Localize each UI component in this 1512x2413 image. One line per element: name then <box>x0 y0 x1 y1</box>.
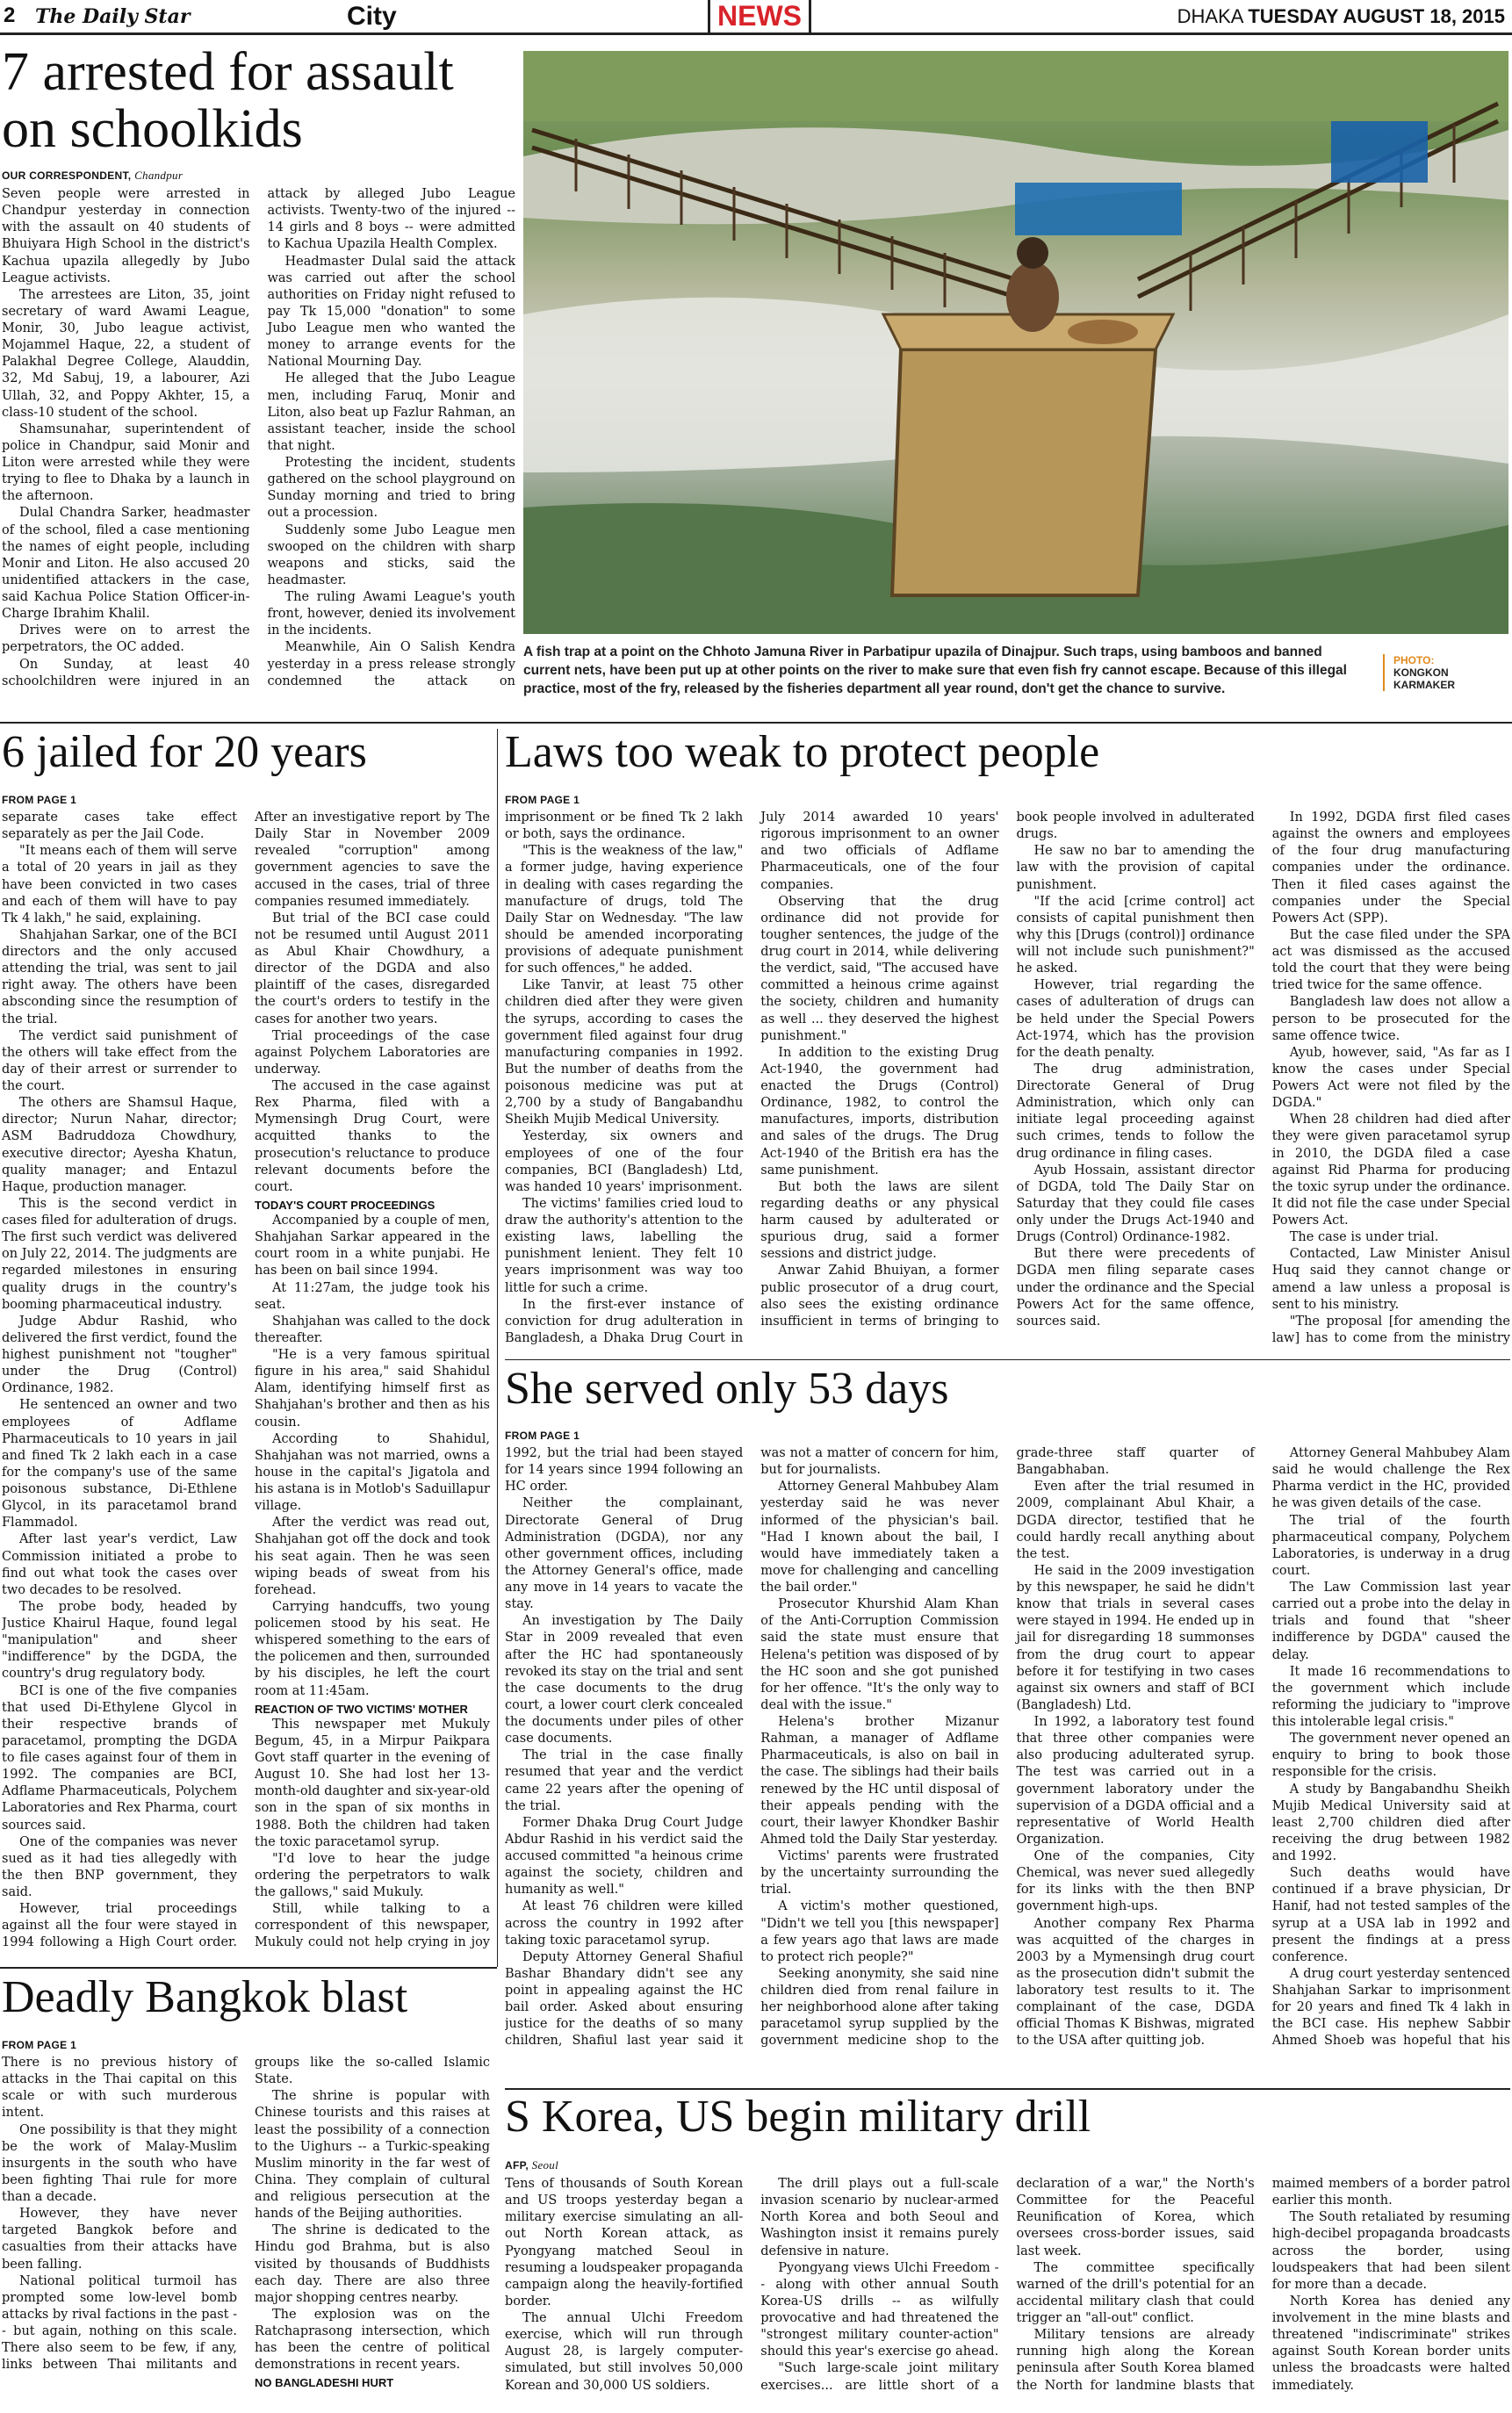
date-label: TUESDAY AUGUST 18, 2015 <box>1248 5 1505 27</box>
paragraph: "I'd love to hear the judge ordering the perpetrators to walk the gallows," said Mukuly. <box>255 1851 490 1900</box>
paragraph: At 11:27am, the judge took his seat. <box>255 1280 490 1312</box>
masthead <box>0 0 1512 35</box>
laws-headline: Laws too weak to protect people <box>505 729 1100 777</box>
paragraph: It made 16 recommendations to the government which include reforming the judiciary to "improve this intolerable legal crisis." <box>1271 1664 1510 1729</box>
photo-credit-name: KONGKON KARMAKER <box>1393 666 1455 691</box>
paragraph: imprisonment or be fined Tk 2 lakh or both, says the ordinance. <box>505 810 744 842</box>
paragraph: But both the laws are silent regarding deaths or any physical harm caused by adulterated or spurious drug, said a former sessions and district judge. <box>760 1179 999 1262</box>
paragraph: He sentenced an owner and two employees of Adflame Pharmaceuticals to 10 years in jail and fined Tk 2 lakh each in a case for the company's use of the same poisonous substance, Di-Ethlene Glycol, in its paracetamol brand Flammadol. <box>2 1398 237 1531</box>
paragraph: In 1992, DGDA first filed cases against the owners and employees of the four drug manufacturing companies under the ordinance. Then it filed cases against the companies under the Special Powers Act (SPP). <box>1271 810 1510 926</box>
paragraph: The ruling Awami League's youth front, however, denied its involvement in the incidents. <box>267 590 515 638</box>
assault-headline-block <box>2 44 515 158</box>
fish-trap-photo <box>523 51 1508 634</box>
paragraph: Observing that the drug ordinance did not provide for tougher sentences, the judge of the drug court in 2014, while delivering the verdict, said, "The accused have committed a heinous crime against the society, children and humanity as well ... they deserved the highest punishment." <box>760 894 999 1043</box>
paragraph: Seeking anonymity, she said nine children died from renal failure in her neighborhood alone after taking paracetamol syrup supplied by the government medicine shop to the grade-three staff quarter of Bangabhaban. <box>760 1446 1255 2049</box>
laws-article <box>505 794 1510 1356</box>
paragraph: The arrestees are Liton, 35, joint secretary of ward Awami League, Monir, 30, Jubo league activist, Mojammel Haque, 22, a student of Palakhal Degree College, Alauddin, 32, Md Sabuj, 19, a labourer, Azi Ullah, 32, and Poppy Akhter, 15, a class-10 student of the school. <box>2 287 250 420</box>
paragraph: Still, while talking to a correspondent of this newspaper, Mukuly could not help crying in joy <box>255 1902 490 1950</box>
fish-trap-illustration <box>523 51 1508 634</box>
paragraph: Carrying handcuffs, two young policemen stood by his seat. He whispered something to the ears of the policemen and then, surrounded by his disciples, he left the court room at 11:45am. <box>255 1599 490 1698</box>
laws-body <box>505 810 1510 1350</box>
paragraph: Bangladesh law does not allow a person to be prosecuted for the same offence twice. <box>1271 995 1510 1043</box>
paragraph: The trial in the case finally resumed that year and the verdict came 22 years after the opening of the trial. <box>505 1748 744 1813</box>
served-body <box>505 1445 1510 2078</box>
paragraph: North Korea has denied any involvement in the mine blasts and threatened "indiscriminate" strikes against South Korean border units unless the broadcasts were halted immediately. <box>1271 2294 1510 2393</box>
paragraph: Ayub, however, said, "As far as I know the cases under Special Powers Act were not filed by the DGDA." <box>1271 1045 1510 1111</box>
bangkok-headline: Deadly Bangkok blast <box>2 1974 408 2022</box>
paragraph: The others are Shamsul Haque, director; Nurun Nahar, director; ASM Badruddoza Chowdhury, executive director; Ayesha Khatun, quality manager; and Entazul Haque, production manager. <box>2 1096 237 1194</box>
paragraph: Protesting the incident, students gathered on the school playground on Sunday morning and tried to bring out a procession. <box>267 456 515 521</box>
korea-byline: AFP, Seoul <box>505 2158 559 2172</box>
subheading: TODAY'S COURT PROCEEDINGS <box>255 1198 436 1212</box>
paragraph: One possibility is that they might be the work of Malay-Muslim insurgents in the south who have been fighting Thai rule for more than a decade. <box>2 2122 237 2204</box>
paragraph: Another company Rex Pharma was acquitted of the charges in 2003 by a Mymensingh drug court as the prosecution didn't submit the laboratory test results to it. The complainant of the case, DGDA official Thomas K Bishwas, migrated to the USA after quitting job. <box>1016 1916 1255 2049</box>
paragraph: Judge Abdur Rashid, who delivered the first verdict, found the highest punishment not "tougher" under the Drug (Control) Ordinance, 1982. <box>2 1314 237 1396</box>
paragraph: Headmaster Dulal said the attack was carried out after the school authorities on Friday night refused to pay Tk 15,000 "donation" to some Jubo League men who wanted the money to arrange events for the National Mourning Day. <box>267 254 515 370</box>
paragraph: This is the second verdict in cases filed for adulteration of drugs. The first such verdict was delivered on July 22, 2014. The judgments are regarded milestones in ensuring quality drugs in the country's booming pharmaceutical industry. <box>2 1196 237 1312</box>
paragraph: The Law Commission last year carried out a probe into the delay in trials and found that "sheer indifference by DGDA" caused the delay. <box>1271 1581 1510 1662</box>
paragraph: Shahjahan was called to the dock thereafter. <box>255 1314 490 1345</box>
paragraph: After last year's verdict, Law Commission initiated a probe to find out what took the cases over two decades to be resolved. <box>2 1532 237 1597</box>
paragraph: But there were precedents of DGDA men filing separate cases under the ordinance and the Special Powers Act for the same offence, sources said. <box>1016 1247 1255 1329</box>
paragraph: "He is a very famous spiritual figure in his area," said Shahidul Alam, identifying himself first as Shahjahan's brother and then as his cousin. <box>255 1348 490 1430</box>
jailed-from-label: FROM PAGE 1 <box>2 794 77 806</box>
paragraph: separate cases take effect separately as per the Jail Code. <box>2 810 237 842</box>
paragraph: Accompanied by a couple of men, Shahjahan Sarkar appeared in the court room in a white punjabi. He has been on bail since 1994. <box>255 1214 490 1279</box>
paragraph: According to Shahidul, Shahjahan was not married, owns a house in the capital's Jigatola and his astana is in Motlob's Saduillapur village. <box>255 1431 490 1514</box>
paragraph: He said in the 2009 investigation by this newspaper, he said he didn't know that trials in several cases were stayed in 1994. He ended up in jail for disregarding 18 summonses from the drug court to appear before it for testifying in two cases against six owners and staff of BCI (Bangladesh) Ltd. <box>1016 1563 1255 1712</box>
paragraph: Ayub Hossain, assistant director of DGDA, told The Daily Star on Saturday that they could file cases only under the Drugs Act-1940 and Drugs (Control) Ordinance-1982. <box>1016 1163 1255 1245</box>
paragraph: The verdict said punishment of the others will take effect from the day of their arrest or surrender to the court. <box>2 1028 237 1093</box>
paragraph: After the verdict was read out, Shahjahan got off the dock and took his seat again. Then he was seen wiping beads of sweat from his forehead. <box>255 1516 490 1597</box>
korea-headline: S Korea, US begin military drill <box>505 2093 1091 2142</box>
served-headline: She served only 53 days <box>505 1365 949 1414</box>
paragraph: The South retaliated by resuming high-decibel propaganda broadcasts across the border, using loudspeakers that had been silent for more than a decade. <box>1271 2210 1510 2292</box>
divider <box>497 729 498 1967</box>
assault-body <box>2 186 515 700</box>
paragraph: On Sunday, at least 40 schoolchildren were injured in an attack by alleged Jubo League activists. Twenty-two of the injured -- 14 girls and 8 boys -- were admitted to Kachua Upazila Health Complex. <box>2 187 515 688</box>
paragraph: Prosecutor Khurshid Alam Khan of the Anti-Corruption Commission said the state must ensure that Helena's petition was disposed of by the HC soon and she got punished for her offence. "It's the only way to deal with the issue." <box>760 1597 999 1712</box>
assault-headline: 7 arrested for assault on schoolkids <box>2 44 454 158</box>
bangkok-headline-block <box>2 1974 490 2035</box>
paragraph: Former Dhaka Drug Court Judge Abdur Rashid in his verdict said the accused committed "a heinous crime against the society, children and humanity as well." <box>505 1815 744 1898</box>
page-number: 2 <box>4 4 16 27</box>
paragraph: Suddenly some Jubo League men swooped on the children with sharp weapons and sticks, said the headmaster. <box>267 522 515 587</box>
photo-credit-label: PHOTO: <box>1393 654 1435 666</box>
paragraph: Attorney General Mahbubey Alam said he would challenge the Rex Pharma verdict in the HC, provided he was given details of the case. <box>1271 1446 1510 1511</box>
paragraph: However, they have never targeted Bangkok before and casualties from their attacks have been falling. <box>2 2207 237 2272</box>
paragraph: But the case filed under the SPA act was dismissed as the accused told the court that they were being tried twice for the same offence. <box>1271 927 1510 993</box>
divider <box>0 1967 497 1969</box>
photo-credit <box>1383 654 1506 691</box>
paragraph: Meanwhile, Ain O Salish Kendra yesterday in a press release strongly condemned the attack on <box>267 640 515 688</box>
paragraph: Such deaths would have continued if a brave physician, Dr Hanif, had not tested samples of the syrup at a USA lab in 1992 and present the findings at a press conference. <box>1271 1866 1510 1964</box>
served-article <box>505 1430 1510 2084</box>
paragraph: BCI is one of the five companies that used Di-Ethylene Glycol in their respective brands of paracetamol, prompting the DGDA to file cases against four of them in 1992. The companies are BCI, Adflame Pharmaceuticals, Polychem Laboratories and Rex Pharma, court sources said. <box>2 1683 238 1833</box>
paragraph: Even after the trial resumed in 2009, complainant Abul Khair, a DGDA director, testified that he could hardly recall anything about the test. <box>1016 1480 1255 1561</box>
paragraph: However, trial proceedings against all the four were stayed in 1994 following a High Court order. After an investigative report by The Daily Star in November 2009 revealed "corruption" among government agencies to save the accused in the cases, trial of three companies resumed immediately. <box>2 810 490 1950</box>
paragraph: Dulal Chandra Sarker, headmaster of the school, filed a case mentioning the names of eight people, including Monir and Liton. He also accused 20 unidentified attackers in the case, said Kachua Police Station Officer-in-Charge Ibrahim Khalil. <box>2 506 250 622</box>
paragraph: The case is under trial. <box>1289 1230 1439 1245</box>
paragraph: One of the companies, City Chemical, was never sued allegedly for its links with the then BNP government high-ups. <box>1016 1849 1255 1914</box>
paragraph: In addition to the existing Drug Act-1940, the government had enacted the Drugs (Control) Ordinance, 1982, to control the manufactures, imports, distribution and sales of the drugs. The Drug Act-1940 of the British era has the same punishment. <box>760 1045 999 1178</box>
paragraph: The drill plays out a full-scale invasion scenario by nuclear-armed North Korea and both Seoul and Washington insist it remains purely defensive in nature. <box>760 2177 999 2258</box>
paragraph: Victims' parents were frustrated by the uncertainty surrounding the trial. <box>760 1849 999 1898</box>
paragraph: Yesterday, six owners and employees of one of the four companies, BCI (Bangladesh) Ltd, was handed 10 years' imprisonment. <box>505 1129 744 1194</box>
page-date <box>1177 5 1505 28</box>
paragraph: A victim's mother questioned, "Didn't we tell you [this newspaper] a few years ago that laws are made to protect rich people?" <box>760 1899 999 1964</box>
paragraph: Helena's brother Mizanur Rahman, a manager of Adflame Pharmaceuticals, is also on bail in the case. The siblings had their bails renewed by the HC until disposal of their appeals pending with the court, their lawyer Khondker Bashir Ahmed told the Daily Star yesterday. <box>760 1715 999 1847</box>
section-label: City <box>347 2 397 31</box>
paragraph: This newspaper met Mukuly Begum, 45, in a Mirpur Paikpara Govt staff quarter in the evening of August 10. She had lost her 13-month-old daughter and six-year-old son in the span of six months in 1988. Both the children had taken the toxic paracetamol syrup. <box>255 1717 490 1849</box>
paragraph: Tens of thousands of South Korean and US troops yesterday began a military exercise simulating an all-out North Korean attack, as Pyongyang matched Seoul in resuming a loudspeaker propaganda campaign along the heavily-fortified border. <box>505 2177 744 2309</box>
laws-from-label: FROM PAGE 1 <box>505 794 580 806</box>
bangkok-body <box>2 2055 490 2406</box>
paragraph: In the first-ever instance of conviction for drug adulteration in Bangladesh, a Dhaka Drug Court in July 2014 awarded 10 years' rigorous imprisonment to an owner and two officials of Adflame Pharmaceuticals, one of the four companies. <box>505 810 999 1345</box>
paragraph: He saw no bar to amending the law with the provision of capital punishment. <box>1016 844 1255 892</box>
bangkok-from-label: FROM PAGE 1 <box>2 2039 77 2051</box>
paragraph: Seven people were arrested in Chandpur yesterday in connection with the assault on 40 students of Bhuiyara High School in the district's Kachua upazila allegedly by Jubo League activists. <box>2 187 250 285</box>
paper-name: The Daily Star <box>35 5 191 28</box>
paragraph: The probe body, headed by Justice Khairul Haque, found legal "manipulation" and sheer "indifference" by the DGDA, the country's drug regulatory body. <box>2 1599 237 1682</box>
paragraph: The annual Ulchi Freedom exercise, which will run through August 28, is largely computer-simulated, but still involves 50,000 Korean and 30,000 US soldiers. <box>505 2311 744 2393</box>
paragraph: The shrine is dedicated to the Hindu god Brahma, but is also visited by thousands of Buddhists each day. There are also three major shopping centres nearby. <box>255 2223 490 2305</box>
paragraph: Drives were on to arrest the perpetrators, the OC added. <box>2 623 250 655</box>
paragraph: "If the acid [crime control] act consists of capital punishment then why this [Drugs (control)] ordinance will not include such punishment?" he asked. <box>1016 894 1255 976</box>
paragraph: An investigation by The Daily Star in 2009 revealed that even after the HC had spontaneously revoked its stay on the trial and sent the case documents to the drug court, a lower court clerk concealed the documents under piles of other case documents. <box>505 1614 744 1747</box>
divider <box>505 1359 1510 1360</box>
assault-byline: OUR CORRESPONDENT, Chandpur <box>2 169 184 182</box>
paragraph: "Such large-scale joint military exercises... are little short of a declaration of a war," the North's Committee for the Peaceful Reunification of Korea, which oversees cross-border issues, said last week. <box>760 2177 1255 2393</box>
photo-caption: A fish trap at a point on the Chhoto Jamuna River in Parbatipur upazila of Dinajpur. Such traps, using bamboos and banned current nets, have been put up at other points on the river to make sure that even fish fry cannot escape. Because of this illegal practice, most of the fry, released by the fisheries department all year round, don't get the chance to survive. <box>523 645 1347 696</box>
paragraph: Anwar Zahid Bhuiyan, a former public prosecutor of a drug court, also sees the existing ordinance insufficient in terms of bringing to book people involved in adulterated drugs. <box>760 810 1255 1329</box>
paragraph: He alleged that the Jubo League men, including Faruq, Monir and Liton, also beat up Fazlur Rahman, an assistant teacher, inside the school that night. <box>267 371 515 453</box>
category-label: NEWS <box>708 0 811 32</box>
jailed-headline-block <box>2 729 490 790</box>
paragraph: When 28 children had died after they were given paracetamol syrup in 2010, the DGDA filed a case against Rid Pharma for producing the toxic syrup under the ordinance. It did not file the case under Special Powers Act. <box>1271 1113 1510 1228</box>
paragraph: Shamsunahar, superintendent of police in Chandpur, said Monir and Liton were arrested while they were trying to flee to Dhaka by a launch in the afternoon. <box>2 421 250 504</box>
paragraph: 1992, but the trial had been stayed for 14 years since 1994 following an HC order. <box>505 1446 744 1495</box>
paragraph: In 1992, a laboratory test found that three other companies were also producing adulterated syrup. The test was carried out in a government laboratory under the supervision of a DGDA official and a representative of World Health Organization. <box>1016 1715 1255 1847</box>
paragraph: The committee specifically warned of the drill's potential for an accidental military clash that could trigger an "all-out" conflict. <box>1016 2260 1255 2325</box>
jailed-headline: 6 jailed for 20 years <box>2 729 367 777</box>
paragraph: One of the companies was never sued as it had ties allegedly with the then BNP government, they said. <box>2 1834 237 1899</box>
korea-body <box>505 2176 1510 2408</box>
paragraph: Neither the complainant, Directorate General of Drug Administration (DGDA), nor any other government offices, including the Attorney General's office, made any move in 14 years to vacate the stay. <box>505 1496 744 1612</box>
paragraph: The victims' families cried loud to draw the authority's attention to the existing laws, labelling the punishment lenient. They felt 10 years imprisonment was way too little for such a crime. <box>505 1196 744 1295</box>
city-label: DHAKA <box>1177 5 1243 27</box>
paragraph: Pyongyang views Ulchi Freedom -- along with other annual South Korea-US drills -- as wilfully provocative and had threatened the "strongest military counter-action" should this year's exercise go ahead. <box>760 2260 999 2359</box>
jailed-article <box>2 794 490 1962</box>
paragraph: But trial of the BCI case could not be resumed until August 2011 as Abul Khair Chowdhury, a director of the DGDA and also plaintiff of the cases, disregarded the court's orders to testify in the cases for another two years. <box>255 911 490 1026</box>
laws-headline-block <box>505 729 1510 790</box>
paragraph: Attorney General Mahbubey Alam yesterday said he was never informed of the physician's bail. "Had I known about the bail, I would have immediately taken a move for challenging and cancelling the bail order." <box>760 1480 999 1595</box>
bangkok-article <box>2 2039 490 2411</box>
paragraph: The drug administration, Directorate General of Drug Administration, which only can initiate legal proceeding against such crimes, tends to follow the drug ordinance in filing cases. <box>1016 1062 1255 1161</box>
paragraph: Deputy Attorney General Shafiul Bashar Bhandary didn't see any point in appealing against the HC bail order. Asked about ensuring justice for the deaths of so many children, Shafiul last year said it was not a matter of concern for him, but for journalists. <box>505 1446 999 2049</box>
paragraph: The shrine is popular with Chinese tourists and this raises at least the possibility of a connection to the Uighurs -- a Turkic-speaking Muslim minority in the far west of China. They complain of cultural and religious persecution at the hands of the Beijing authorities. <box>255 2089 490 2222</box>
subheading: NO BANGLADESHI HURT <box>255 2376 394 2390</box>
subheading: REACTION OF TWO VICTIMS' MOTHER <box>255 1702 468 1716</box>
served-headline-block <box>505 1365 1510 1427</box>
paragraph: Like Tanvir, at least 75 other children died after they were given the syrups, according to cases the government filed against four drug manufacturing companies in 1992. But the number of deaths from the poisonous medicine was put at 2,700 by a study of Bangabandhu Sheikh Mujib Medical University. <box>505 978 744 1127</box>
korea-article <box>505 2158 1510 2411</box>
paragraph: The government never opened an enquiry to bring to book those responsible for the crisis. <box>1271 1732 1510 1780</box>
divider <box>0 722 1512 724</box>
paragraph: Contacted, Law Minister Anisul Huq said they cannot change or amend a law unless a proposal is sent to his ministry. <box>1271 1247 1510 1312</box>
paragraph: "The proposal [for amending the law] has to come from the ministry <box>1271 1314 1510 1345</box>
jailed-body <box>2 810 490 1956</box>
assault-article <box>2 169 515 704</box>
paragraph: Shahjahan Sarkar, one of the BCI directors and the only accused attending the trial, was sent to jail right away. The others have been absconding since the resumption of the trial. <box>2 927 237 1026</box>
paragraph: A study by Bangabandhu Sheikh Mujib Medical University said at least 2,700 children died after receiving the drug between 1982 and 1992. <box>1271 1782 1510 1863</box>
paragraph: National political turmoil has prompted some low-level bomb attacks by rival factions in the past -- but again, nothing on this scale. There also seem to be few, if any, links between Thai militants and groups like the so-called Islamic State. <box>2 2056 490 2373</box>
divider <box>505 2088 1510 2090</box>
paragraph: There is no previous history of attacks in the Thai capital on this scale or with such murderous intent. <box>2 2056 237 2121</box>
paragraph: A drug court yesterday sentenced Shahjahan Sarkar to imprisonment for 20 years and fined Tk 4 lakh in the BCI case. His nephew Sabbir Ahmed Shoeb was hopeful that his <box>1271 1966 1510 2049</box>
korea-headline-block <box>505 2093 1510 2155</box>
paragraph: Trial proceedings of the case against Polychem Laboratories are underway. <box>255 1028 490 1077</box>
paragraph: At least 76 children were killed across the country in 1992 after taking toxic paracetamol syrup. <box>505 1899 744 1948</box>
paragraph: "This is the weakness of the law," a former judge, having experience in dealing with cases regarding the manufacture of drugs, told The Daily Star on Wednesday. "The law should be amended incorporating provisions of adequate punishment for such offences," he added. <box>505 844 744 976</box>
paragraph: The accused in the case against Rex Pharma, filed with a Mymensingh Drug Court, were acquitted thanks to the prosecution's reluctance to produce relevant documents before the court. <box>255 1079 490 1194</box>
paragraph: The trial of the fourth pharmaceutical company, Polychem Laboratories, is underway in a drug court. <box>1271 1513 1510 1578</box>
paragraph: "It means each of them will serve a total of 20 years in jail as they have been convicted in two cases and each of them will have to pay Tk 4 lakh," he said, explaining. <box>2 844 237 926</box>
paragraph: The explosion was on the Ratchaprasong intersection, which has been the centre of political demonstrations in recent years. <box>255 2307 490 2373</box>
served-from-label: FROM PAGE 1 <box>505 1430 580 1442</box>
paragraph: Military tensions are already running high along the Korean peninsula after South Korea blamed the North for landmine blasts that maimed members of a border patrol earlier this month. <box>1016 2177 1510 2393</box>
paragraph: However, trial regarding the cases of adulteration of drugs can be held under the Special Powers Act-1974, which has the provision for the death penalty. <box>1016 978 1255 1060</box>
